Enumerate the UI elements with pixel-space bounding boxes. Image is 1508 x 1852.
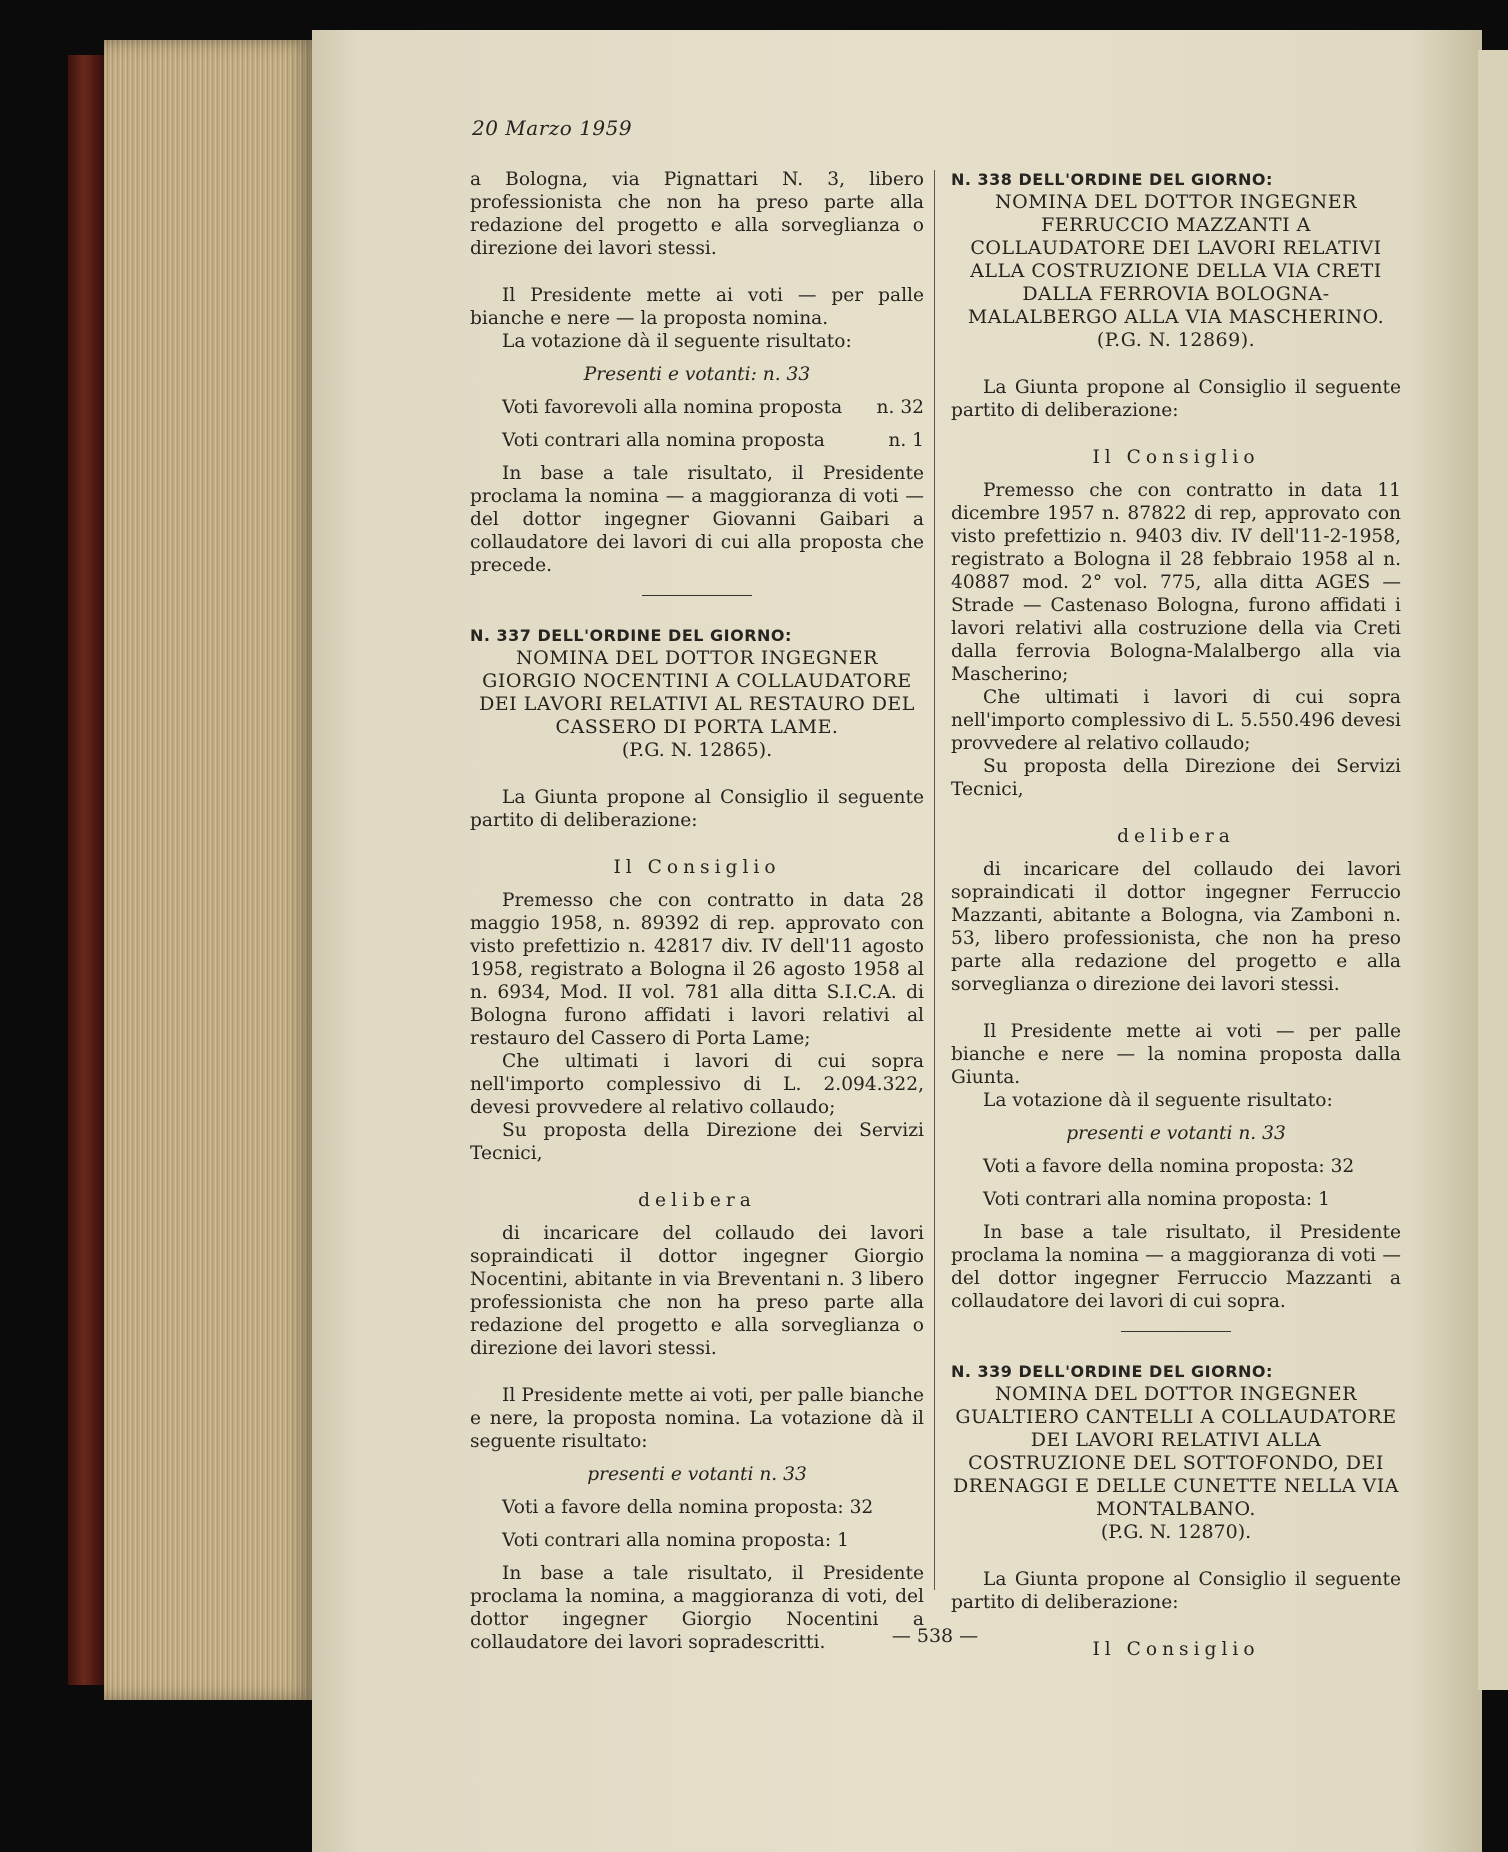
- next-page-edge: [1478, 50, 1508, 1690]
- vote-contra-337: Voti contrari alla nomina proposta: 1: [502, 1530, 849, 1551]
- present-337: presenti e votanti n. 33: [587, 1464, 807, 1485]
- section-rule: [1121, 1331, 1231, 1332]
- consiglio-339: Il Consiglio: [1092, 1639, 1260, 1660]
- giunta-339: La Giunta propone al Consiglio il seguente partito di deliberazione:: [951, 1569, 1401, 1613]
- left-result-paragraph: In base a tale risultato, il Presidente proclama la nomina — a maggioranza di voti — del dottor ingegner Giovanni Gaibari a collaudatore dei lavori di cui alla proposta che precede.: [470, 463, 924, 576]
- pg-337: (P.G. N. 12865).: [621, 739, 773, 761]
- pg-339: (P.G. N. 12870).: [1100, 1521, 1252, 1543]
- delibera-337: delibera: [638, 1190, 756, 1211]
- vote-label: Voti favorevoli alla nomina proposta: [502, 397, 843, 418]
- page-header-date: 20 Marzo 1959: [472, 116, 633, 140]
- left-vote-call: Il Presidente mette ai voti — per palle bianche e nere — la proposta nomina.: [470, 285, 924, 329]
- vote-label: Voti contrari alla nomina proposta: [502, 430, 825, 451]
- left-vote-result-intro: La votazione dà il seguente risultato:: [502, 331, 852, 352]
- su-337: Su proposta della Direzione dei Servizi Tecnici,: [470, 1120, 924, 1164]
- page-edges: [104, 40, 314, 1700]
- giunta-337: La Giunta propone al Consiglio il seguente partito di deliberazione:: [470, 787, 924, 831]
- giunta-338: La Giunta propone al Consiglio il seguente partito di deliberazione:: [951, 377, 1401, 421]
- vote-contra-338: Voti contrari alla nomina proposta: 1: [983, 1189, 1330, 1210]
- delibera-338: delibera: [1117, 826, 1235, 847]
- premesso-338: Premesso che con contratto in data 11 dicembre 1957 n. 87822 di rep, approvato con visto prefettizio n. 9403 div. IV dell'11-2-1958, registrato a Bologna il 28 febbraio 1958 al n. 40887 mod. 2° vol. 775, alla ditta AGES — Strade — Castenaso Bologna, furono affidati i lavori relativi alla costruzione della via Creti dalla ferrovia Bologna-Malalbergo alla via Mascherino;: [951, 480, 1401, 685]
- consiglio-338: Il Consiglio: [1092, 447, 1260, 468]
- presidente-338: Il Presidente mette ai voti — per palle bianche e nere — la nomina proposta dalla Giunta.: [951, 1021, 1401, 1088]
- left-intro-paragraph: a Bologna, via Pignattari N. 3, libero professionista che non ha preso parte alla redazione del progetto e alla sorveglianza o direzione dei lavori stessi.: [470, 169, 924, 259]
- book-spine: [68, 55, 108, 1685]
- vote-favor-338: Voti a favore della nomina proposta: 32: [983, 1156, 1355, 1177]
- incaricare-338: di incaricare del collaudo dei lavori sopraindicati il dottor ingegner Ferruccio Mazzanti, abitante a Bologna, via Zamboni n. 53, libero professionista, che non ha preso parte alla redazione del progetto e alla sorveglianza o direzione dei lavori stessi.: [951, 859, 1401, 995]
- left-column: [470, 168, 924, 1654]
- heading-339: N. 339 DELL'ORDINE DEL GIORNO:: [951, 1362, 1273, 1381]
- presidente-337: Il Presidente mette ai voti, per palle bianche e nere, la proposta nomina. La votazione dà il seguente risultato:: [470, 1385, 924, 1452]
- title-338: NOMINA DEL DOTTOR INGEGNER FERRUCCIO MAZZANTI A COLLAUDATORE DEI LAVORI RELATIVI ALLA COSTRUZIONE DELLA VIA CRETI DALLA FERROVIA BOLOGNA-MALALBERGO ALLA VIA MASCHERINO. (P.G. N. 12869).: [967, 191, 1385, 351]
- vote-value: n. 1: [888, 430, 924, 451]
- heading-337: N. 337 DELL'ORDINE DEL GIORNO:: [470, 626, 792, 645]
- present-338: presenti e votanti n. 33: [1066, 1123, 1286, 1144]
- votazione-338: La votazione dà il seguente risultato:: [983, 1090, 1333, 1111]
- su-338: Su proposta della Direzione dei Servizi Tecnici,: [951, 756, 1401, 800]
- result-338: In base a tale risultato, il Presidente proclama la nomina — a maggioranza di voti — del dottor ingegner Ferruccio Mazzanti a collaudatore dei lavori di cui sopra.: [951, 1222, 1401, 1312]
- page-number: — 538 —: [891, 1625, 979, 1647]
- section-rule: [642, 595, 752, 596]
- heading-338: N. 338 DELL'ORDINE DEL GIORNO:: [951, 170, 1273, 189]
- left-present-voters: Presenti e votanti: n. 33: [583, 364, 811, 385]
- left-vote-contra-row: [470, 429, 924, 452]
- title-339: NOMINA DEL DOTTOR INGEGNER GUALTIERO CANTELLI A COLLAUDATORE DEI LAVORI RELATIVI ALLA COSTRUZIONE DEL SOTTOFONDO, DEI DRENAGGI E DELLE CUNETTE NELLA VIA MONTALBANO.: [953, 1383, 1399, 1520]
- vote-favor-337: Voti a favore della nomina proposta: 32: [502, 1497, 874, 1518]
- che-338: Che ultimati i lavori di cui sopra nell'importo complessivo di L. 5.550.496 devesi provvedere al relativo collaudo;: [951, 687, 1401, 754]
- che-337: Che ultimati i lavori di cui sopra nell'importo complessivo di L. 2.094.322, devesi provvedere al relativo collaudo;: [470, 1051, 924, 1118]
- column-divider: [934, 170, 935, 1590]
- vote-value: n. 32: [876, 397, 924, 418]
- premesso-337: Premesso che con contratto in data 28 maggio 1958, n. 89392 di rep. approvato con visto prefettizio n. 42817 div. IV dell'11 agosto 1958, registrato a Bologna il 26 agosto 1958 al n. 6934, Mod. II vol. 781 alla ditta S.I.C.A. di Bologna furono affidati i lavori relativi al restauro del Cassero di Porta Lame;: [470, 890, 924, 1049]
- right-column: [951, 168, 1401, 1661]
- consiglio-337: Il Consiglio: [613, 857, 781, 878]
- title-337: NOMINA DEL DOTTOR INGEGNER GIORGIO NOCENTINI A COLLAUDATORE DEI LAVORI RELATIVI AL RESTAURO DEL CASSERO DI PORTA LAME.: [479, 647, 915, 738]
- incaricare-337: di incaricare del collaudo dei lavori sopraindicati il dottor ingegner Giorgio Nocentini, abitante in via Breventani n. 3 libero professionista che non ha preso parte alla redazione del progetto e alla sorveglianza o direzione dei lavori stessi.: [470, 1223, 924, 1359]
- result-337: In base a tale risultato, il Presidente proclama la nomina, a maggioranza di voti, del dottor ingegner Giorgio Nocentini a collaudatore dei lavori sopradescritti.: [470, 1563, 924, 1653]
- left-vote-favor-row: [470, 396, 924, 419]
